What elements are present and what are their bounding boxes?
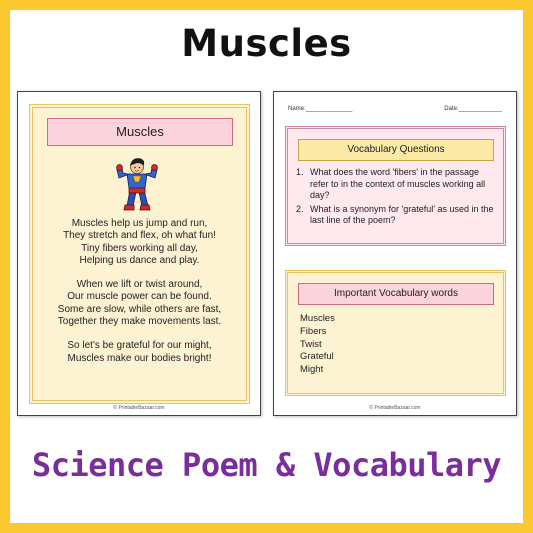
poem-line: Tiny fibers working all day, (81, 242, 198, 254)
poem-line: Together they make movements last. (57, 316, 222, 328)
vocab-title: Important Vocabulary words (298, 283, 494, 305)
vocab-word: Twist (300, 338, 322, 350)
poem-line: They stretch and flex, oh what fun! (63, 230, 216, 242)
question-item (296, 204, 496, 227)
page-title: Muscles (181, 22, 352, 65)
copyright-note: © PrintableBazaar.com (113, 405, 165, 411)
poem-body (37, 218, 242, 377)
poem-title: Muscles (47, 118, 233, 146)
poem-stanza (37, 218, 242, 267)
poem-line: Muscles help us jump and run, (71, 218, 208, 229)
vocab-word: Fibers (300, 325, 327, 337)
date-field: Date:_____________ (444, 106, 502, 112)
poem-line: Some are slow, while others are fast, (57, 303, 222, 315)
poem-stanza (37, 340, 242, 365)
poem-line: Helping us dance and play. (79, 254, 200, 266)
vocab-word: Muscles (300, 313, 335, 324)
copyright-note: © PrintableBazaar.com (369, 405, 421, 411)
question-number: 2. (296, 203, 304, 214)
question-text: What does the word 'fibers' in the passage refer to in the context of muscles working all day? (310, 167, 486, 200)
worksheet-sheet (273, 91, 517, 416)
vocab-word: Grateful (300, 351, 334, 363)
question-number: 1. (296, 167, 304, 177)
poem-line: Muscles make our bodies bright! (67, 352, 212, 364)
questions-frame (285, 126, 506, 246)
poem-frame (29, 104, 250, 404)
superhero-flexing-illustration (111, 156, 163, 212)
question-text: What is a synonym for 'grateful' as used in the last line of the poem? (310, 203, 494, 225)
vocab-frame (285, 270, 506, 396)
poem-line: When we lift or twist around, (76, 279, 203, 291)
poem-line: So let's be grateful for our might, (67, 340, 212, 352)
questions-title: Vocabulary Questions (298, 139, 494, 161)
vocab-list (300, 313, 480, 377)
question-item (296, 167, 496, 202)
questions-list (296, 167, 496, 229)
name-field: Name:______________ (288, 106, 353, 112)
poem-line: Our muscle power can be found. (67, 291, 212, 303)
vocab-word: Might (300, 364, 324, 376)
product-subtitle: Science Poem & Vocabulary (31, 446, 502, 484)
poem-stanza (37, 279, 242, 328)
poem-sheet (17, 91, 261, 416)
